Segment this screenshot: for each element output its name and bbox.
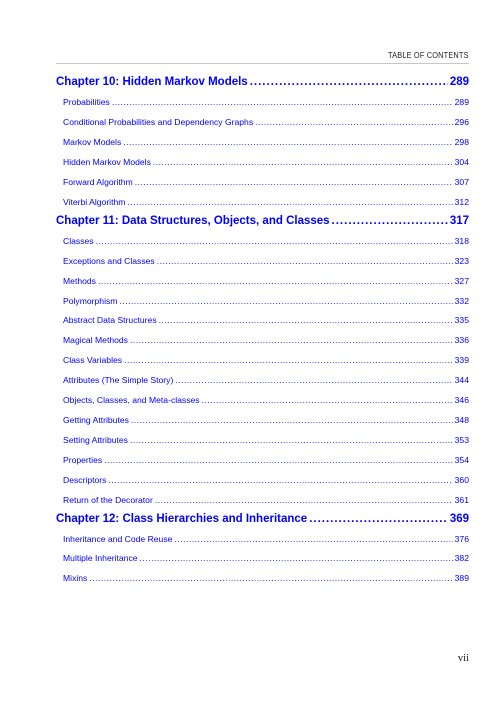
dot-leader	[309, 513, 448, 525]
toc-entry-title: Polymorphism	[63, 296, 118, 306]
toc-chapter-entry[interactable]	[56, 76, 469, 88]
toc-section-entry[interactable]	[63, 534, 469, 544]
toc-section-entry[interactable]	[63, 415, 469, 425]
toc-section-entry[interactable]	[63, 276, 469, 286]
toc-entry-page: 289	[449, 76, 469, 88]
toc-entry-title: Multiple Inheritance	[63, 553, 138, 563]
toc-section-entry[interactable]	[63, 315, 469, 325]
dot-leader	[130, 435, 453, 445]
toc-section-entry[interactable]	[63, 375, 469, 385]
toc-section-entry[interactable]	[63, 475, 469, 485]
toc-entry-page: 336	[454, 335, 469, 345]
toc-entry-title: Attributes (The Simple Story)	[63, 375, 174, 385]
dot-leader	[174, 534, 452, 544]
toc-entry-title: Setting Attributes	[63, 435, 128, 445]
toc-entry-title: Methods	[63, 276, 96, 286]
toc-entry-page: 346	[454, 395, 469, 405]
toc-entry-page: 296	[454, 117, 469, 127]
toc-section-entry[interactable]	[63, 355, 469, 365]
toc-section-entry[interactable]	[63, 395, 469, 405]
dot-leader	[119, 296, 452, 306]
toc-section-entry[interactable]	[63, 296, 469, 306]
toc-entry-page: 339	[454, 355, 469, 365]
toc-entry-title: Forward Algorithm	[63, 177, 133, 187]
toc-entry-title: Viterbi Algorithm	[63, 197, 126, 207]
toc-entry-title: Descriptors	[63, 475, 107, 485]
toc-section-entry[interactable]	[63, 197, 469, 207]
toc-entry-page: 389	[454, 573, 469, 583]
toc-chapter-entry[interactable]	[56, 215, 469, 227]
toc-entry-title: Chapter 12: Class Hierarchies and Inheritance	[56, 513, 308, 525]
dot-leader	[157, 256, 453, 266]
toc-entry-title: Class Variables	[63, 355, 123, 365]
toc-entry-title: Getting Attributes	[63, 415, 129, 425]
dot-leader	[155, 495, 453, 505]
dot-leader	[159, 315, 453, 325]
toc-entry-title: Objects, Classes, and Meta-classes	[63, 395, 200, 405]
toc-section-entry[interactable]	[63, 495, 469, 505]
running-head: TABLE OF CONTENTS	[388, 51, 469, 60]
toc-section-entry[interactable]	[63, 97, 469, 107]
toc-section-entry[interactable]	[63, 553, 469, 563]
toc-entry-page: 354	[454, 455, 469, 465]
toc-entry-page: 376	[454, 534, 469, 544]
toc-entry-title: Properties	[63, 455, 103, 465]
dot-leader	[131, 415, 453, 425]
toc-entry-title: Return of the Decorator	[63, 495, 153, 505]
toc-entry-page: 327	[454, 276, 469, 286]
toc-entry-page: 323	[454, 256, 469, 266]
dot-leader	[130, 335, 453, 345]
toc-entry-title: Inheritance and Code Reuse	[63, 534, 173, 544]
toc-section-entry[interactable]	[63, 256, 469, 266]
toc-entry-page: 307	[454, 177, 469, 187]
toc-section-entry[interactable]	[63, 117, 469, 127]
dot-leader	[153, 157, 453, 167]
toc-entry-title: Magical Methods	[63, 335, 128, 345]
toc-entry-title: Hidden Markov Models	[63, 157, 151, 167]
toc-entry-title: Mixins	[63, 573, 88, 583]
dot-leader	[123, 137, 452, 147]
toc-entry-page: 304	[454, 157, 469, 167]
dot-leader	[124, 355, 453, 365]
toc-entry-page: 318	[454, 236, 469, 246]
toc-section-entry[interactable]	[63, 335, 469, 345]
toc-entry-title: Chapter 10: Hidden Markov Models	[56, 76, 248, 88]
toc-entry-page: 312	[454, 197, 469, 207]
dot-leader	[250, 76, 448, 88]
toc-entry-title: Exceptions and Classes	[63, 256, 155, 266]
toc-entry-page: 344	[454, 375, 469, 385]
toc-section-entry[interactable]	[63, 435, 469, 445]
toc-entry-title: Abstract Data Structures	[63, 315, 157, 325]
dot-leader	[112, 97, 453, 107]
dot-leader	[140, 553, 453, 563]
toc-entry-page: 360	[454, 475, 469, 485]
toc-section-entry[interactable]	[63, 137, 469, 147]
toc-section-entry[interactable]	[63, 573, 469, 583]
toc-entry-page: 382	[454, 553, 469, 563]
toc-entry-page: 335	[454, 315, 469, 325]
toc-section-entry[interactable]	[63, 455, 469, 465]
dot-leader	[332, 215, 448, 227]
dot-leader	[96, 236, 453, 246]
dot-leader	[104, 455, 452, 465]
dot-leader	[255, 117, 453, 127]
header-rule	[56, 63, 469, 64]
toc-entry-title: Conditional Probabilities and Dependency Graphs	[63, 117, 254, 127]
toc-entry-title: Classes	[63, 236, 94, 246]
toc-entry-page: 361	[454, 495, 469, 505]
toc-entry-title: Chapter 11: Data Structures, Objects, and Classes	[56, 215, 330, 227]
dot-leader	[175, 375, 452, 385]
dot-leader	[127, 197, 452, 207]
toc-entry-page: 332	[454, 296, 469, 306]
toc-section-entry[interactable]	[63, 157, 469, 167]
toc-entry-title: Markov Models	[63, 137, 122, 147]
toc-entry-page: 298	[454, 137, 469, 147]
dot-leader	[89, 573, 452, 583]
page-number: vii	[457, 653, 469, 664]
dot-leader	[108, 475, 452, 485]
toc-entry-page: 348	[454, 415, 469, 425]
dot-leader	[98, 276, 453, 286]
toc-section-entry[interactable]	[63, 236, 469, 246]
toc-section-entry[interactable]	[63, 177, 469, 187]
dot-leader	[135, 177, 453, 187]
toc-entry-title: Probabilities	[63, 97, 110, 107]
toc-entry-page: 369	[449, 513, 469, 525]
dot-leader	[202, 395, 453, 405]
toc-chapter-entry[interactable]	[56, 513, 469, 525]
toc-entry-page: 317	[449, 215, 469, 227]
toc-entry-page: 289	[454, 97, 469, 107]
toc-entry-page: 353	[454, 435, 469, 445]
